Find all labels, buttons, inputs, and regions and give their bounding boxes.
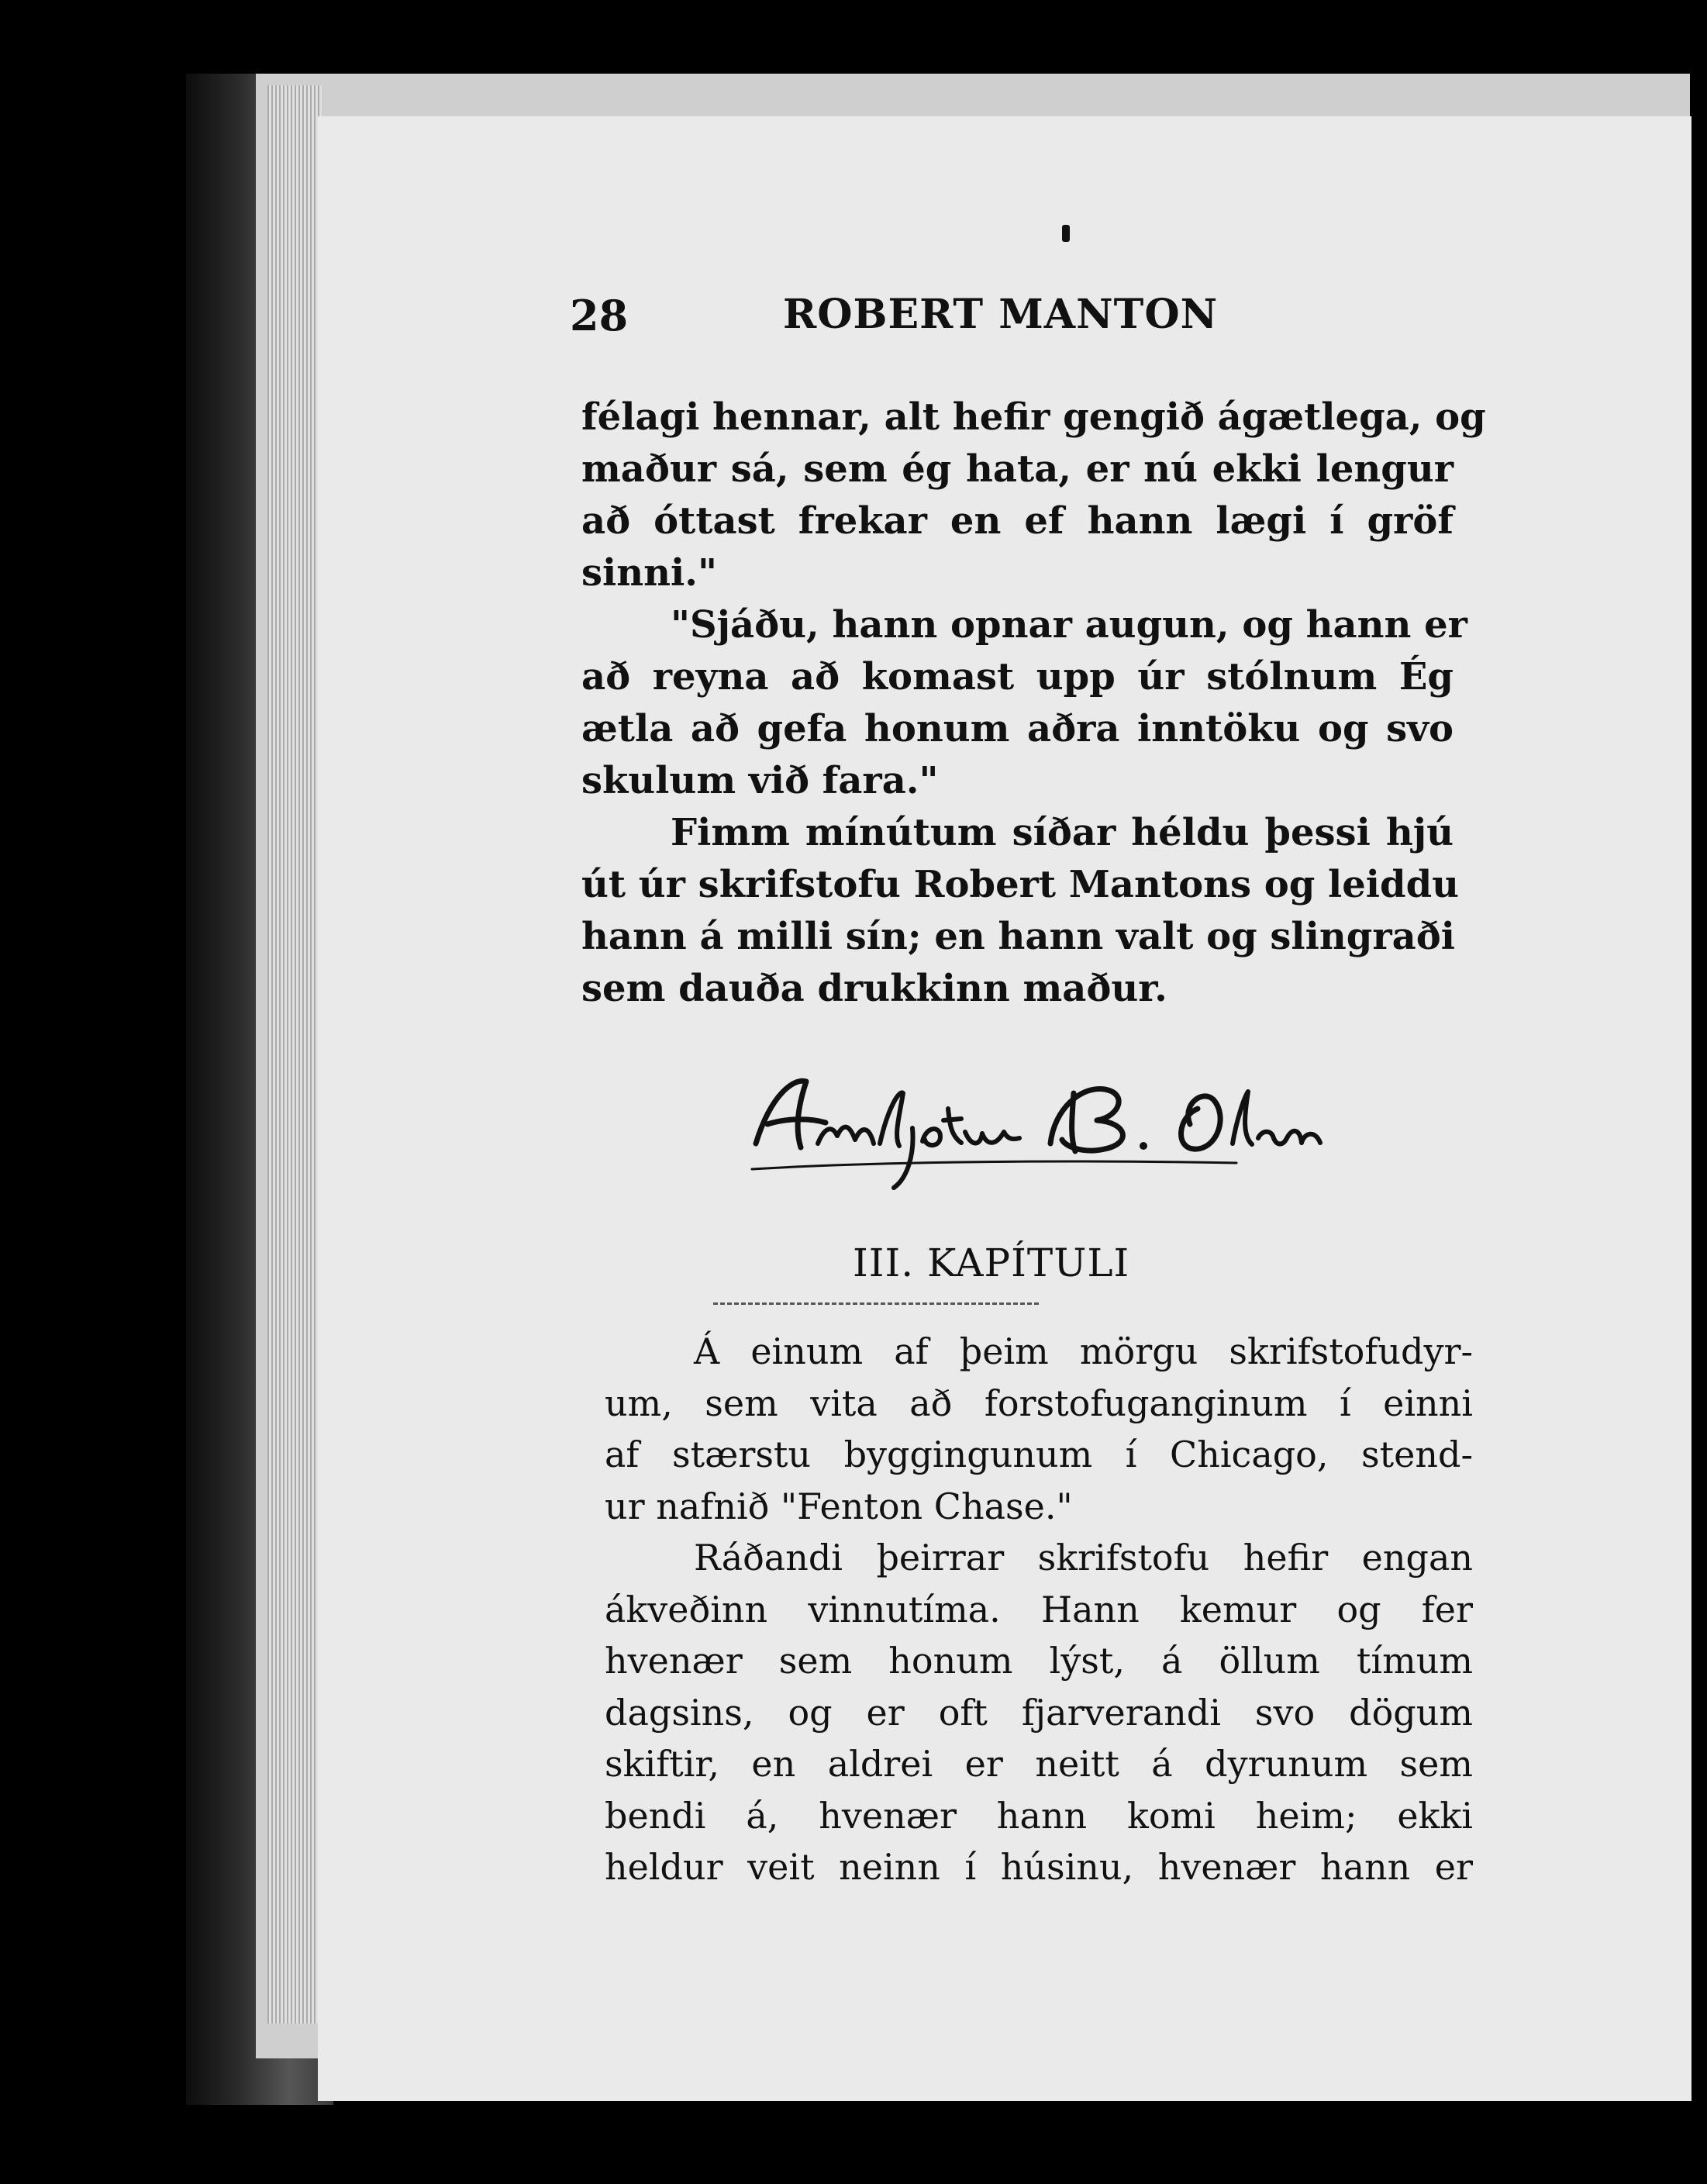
chapter-divider bbox=[713, 1302, 1039, 1305]
text-line: sinni." bbox=[581, 551, 718, 595]
text-line: ur nafnið "Fenton Chase." bbox=[605, 1485, 1073, 1527]
text-line: skiftir, en aldrei er neitt á dyrunum sem bbox=[605, 1743, 1473, 1785]
text-line: ákveðinn vinnutíma. Hann kemur og fer bbox=[605, 1588, 1473, 1630]
signature-drawing bbox=[740, 1062, 1329, 1194]
text-line: maður sá, sem ég hata, er nú ekki lengur bbox=[581, 447, 1454, 491]
text-line: bendi á, hvenær hann komi heim; ekki bbox=[605, 1794, 1473, 1837]
text-line: um, sem vita að forstofuganginum í einni bbox=[605, 1382, 1473, 1424]
text-line: af stærstu byggingunum í Chicago, stend- bbox=[605, 1434, 1473, 1475]
text-line: út úr skrifstofu Robert Mantons og leiddu bbox=[581, 863, 1460, 906]
text-line: Fimm mínútum síðar héldu þessi hjú bbox=[671, 811, 1454, 854]
text-line: félagi hennar, alt hefir gengið ágætlega, og bbox=[581, 395, 1486, 439]
text-line: heldur veit neinn í húsinu, hvenær hann er bbox=[605, 1846, 1473, 1888]
text-block-top bbox=[581, 392, 1486, 1015]
text-line: hann á milli sín; en hann valt og slingraði bbox=[581, 915, 1455, 958]
text-line: Á einum af þeim mörgu skrifstofudyr- bbox=[694, 1330, 1473, 1372]
text-line: skulum við fara." bbox=[581, 759, 939, 802]
text-line: hvenær sem honum lýst, á öllum tímum bbox=[605, 1640, 1473, 1682]
text-line: sem dauða drukkinn maður. bbox=[581, 967, 1167, 1010]
text-line: Ráðandi þeirrar skrifstofu hefir engan bbox=[694, 1537, 1473, 1578]
text-line: "Sjáðu, hann opnar augun, og hann er bbox=[671, 603, 1467, 647]
page-number: 28 bbox=[570, 291, 629, 340]
text-line: að óttast frekar en ef hann lægi í gröf bbox=[581, 499, 1454, 543]
chapter-title: III. KAPÍTULI bbox=[853, 1240, 1130, 1285]
text-line: ætla að gefa honum aðra inntöku og svo bbox=[581, 707, 1454, 750]
page-header bbox=[570, 291, 1500, 353]
text-block-bottom bbox=[605, 1326, 1473, 1893]
text-line: að reyna að komast upp úr stólnum Ég bbox=[581, 655, 1454, 699]
page-speck bbox=[1062, 225, 1070, 242]
page-stack-edge bbox=[267, 85, 322, 2024]
handwritten-signature bbox=[740, 1062, 1329, 1194]
text-line: dagsins, og er oft fjarverandi svo dögum bbox=[605, 1691, 1473, 1734]
running-title: ROBERT MANTON bbox=[783, 291, 1219, 338]
